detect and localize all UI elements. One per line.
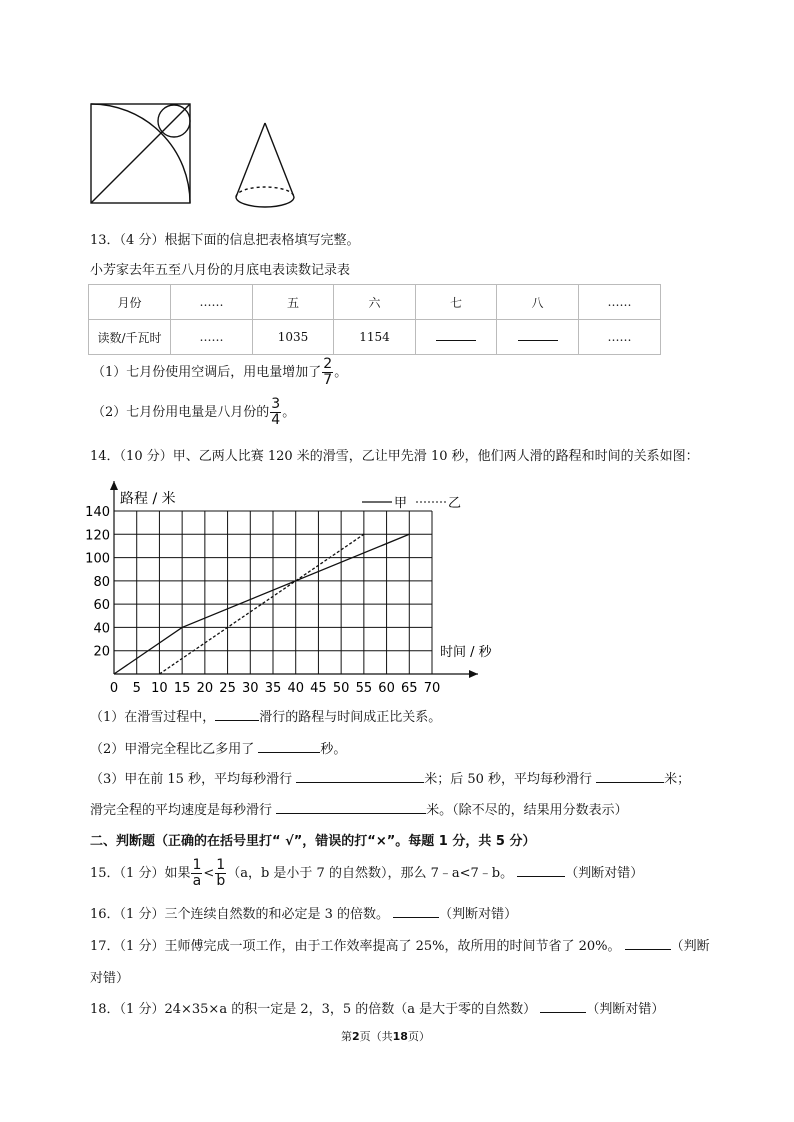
data-cell: …… — [579, 320, 661, 355]
x-axis-arrow — [469, 670, 478, 678]
x-tick-label: 0 — [109, 681, 119, 696]
x-tick-label: 30 — [242, 681, 259, 696]
row-label-cell: 读数/千瓦时 — [89, 320, 171, 355]
answer-blank[interactable] — [393, 905, 439, 918]
question-18: 18．（1 分）24×35×a 的积一定是 2，3，5 的倍数（a 是大于零的自然数） （判断对错） — [90, 1002, 665, 1017]
data-cell: 1154 — [334, 320, 416, 355]
answer-blank[interactable] — [518, 330, 558, 341]
page-footer: 第2页（共18页） — [341, 1030, 430, 1043]
fraction: $\frac{3}{4}$ — [271, 396, 281, 428]
x-tick-label: 50 — [332, 681, 350, 696]
sub-question-3: （3）甲在前 15 秒，平均每秒滑行 米；后 50 秒，平均每秒滑行 米； — [90, 772, 691, 787]
question-15: 15．（1 分）如果 $\frac{1}{a}$ < $\frac{1}{b}$ （a，b 是小于 7 的自然数），那么 7﹣a<7﹣b。 （判断对错） — [90, 857, 644, 889]
question-score: （10 分） — [119, 449, 173, 464]
meter-reading-table — [88, 284, 661, 355]
x-tick-label: 25 — [219, 681, 236, 696]
sub-question-1: （1）在滑雪过程中， 滑行的路程与时间成正比关系。 — [90, 710, 442, 725]
question-16: 16．（1 分）三个连续自然数的和必定是 3 的倍数。 （判断对错） — [90, 907, 518, 922]
y-axis-label: 路程 / 米 — [120, 491, 176, 507]
table-header-row — [89, 285, 661, 320]
question-text: 根据下面的信息把表格填写完整。 — [164, 233, 360, 248]
header-cell: 七 — [416, 285, 497, 320]
question-text: 甲、乙两人比赛 120 米的滑雪，乙让甲先滑 10 秒，他们两人滑的路程和时间的关系如图： — [172, 449, 699, 464]
condition-1: （1）七月份使用空调后，用电量增加了 $\frac{2}{7}$ 。 — [92, 356, 348, 388]
question-17: 17．（1 分）王师傅完成一项工作，由于工作效率提高了 25%，故所用的时间节省了 20%。 （判断 — [90, 939, 710, 954]
x-axis-label: 时间 / 秒 — [440, 645, 492, 660]
question-14 — [90, 445, 699, 464]
condition-2: （2）七月份用电量是八月份的 $\frac{3}{4}$ 。 — [92, 396, 296, 428]
answer-blank[interactable] — [215, 708, 259, 721]
x-tick-label: 10 — [151, 681, 168, 696]
question-number: 13． — [90, 233, 120, 248]
x-tick-label: 35 — [264, 681, 282, 696]
sub-question-3-line-2: 滑完全程的平均速度是每秒滑行 米。（除不尽的，结果用分数表示） — [90, 803, 628, 818]
fraction: $\frac{1}{b}$ — [216, 857, 226, 889]
y-tick-label: 140 — [85, 505, 110, 520]
header-cell: 六 — [334, 285, 416, 320]
question-17-continued: 对错） — [90, 971, 130, 986]
answer-blank[interactable] — [276, 801, 426, 814]
section-title: 二、判断题（正确的在括号里打“ √”，错误的打“×”。每题 1 分，共 5 分） — [90, 834, 536, 849]
x-tick-label: 55 — [355, 681, 373, 696]
answer-blank[interactable] — [296, 770, 424, 783]
table-row — [89, 320, 661, 355]
x-tick-label: 20 — [196, 681, 214, 696]
legend-label: 乙 — [448, 496, 462, 511]
sub-question-2: （2）甲滑完全程比乙多用了 秒。 — [90, 742, 347, 757]
question-number: 14． — [90, 449, 120, 464]
data-cell: 1035 — [253, 320, 334, 355]
y-tick-label: 60 — [93, 598, 110, 614]
y-tick-label: 100 — [85, 551, 110, 567]
legend-label: 甲 — [394, 496, 408, 511]
answer-blank[interactable] — [540, 1000, 586, 1013]
geometry-figures — [0, 0, 794, 230]
x-tick-label: 70 — [423, 681, 441, 696]
data-cell: …… — [171, 320, 253, 355]
table-title: 小芳家去年五至八月份的月底电表读数记录表 — [90, 263, 351, 278]
answer-cell-august[interactable] — [497, 320, 579, 355]
x-tick-label: 15 — [173, 681, 191, 696]
y-tick-label: 80 — [93, 574, 110, 590]
x-tick-label: 60 — [378, 681, 395, 696]
x-tick-label: 65 — [401, 681, 418, 696]
answer-blank[interactable] — [625, 937, 671, 950]
distance-time-chart — [80, 470, 500, 700]
question-score: （4 分） — [119, 233, 165, 248]
answer-blank[interactable] — [517, 864, 565, 877]
header-cell: 月份 — [89, 285, 171, 320]
y-tick-label: 20 — [93, 644, 110, 660]
cone-figure — [236, 123, 294, 207]
header-cell: …… — [579, 285, 661, 320]
fraction: $\frac{1}{a}$ — [192, 857, 202, 889]
fraction: $\frac{2}{7}$ — [323, 356, 333, 388]
answer-blank[interactable] — [596, 770, 664, 783]
x-tick-label: 45 — [310, 681, 327, 696]
x-tick-label: 5 — [132, 681, 141, 696]
header-cell: 八 — [497, 285, 579, 320]
square-figure — [91, 104, 190, 203]
header-cell: 五 — [253, 285, 334, 320]
y-axis-arrow — [110, 481, 118, 490]
answer-blank[interactable] — [258, 740, 320, 753]
header-cell: …… — [171, 285, 253, 320]
x-tick-label: 40 — [287, 681, 304, 696]
answer-blank[interactable] — [436, 330, 476, 341]
answer-cell-july[interactable] — [416, 320, 497, 355]
question-13 — [90, 229, 359, 248]
y-tick-label: 40 — [93, 621, 110, 637]
y-tick-label: 120 — [85, 528, 110, 544]
